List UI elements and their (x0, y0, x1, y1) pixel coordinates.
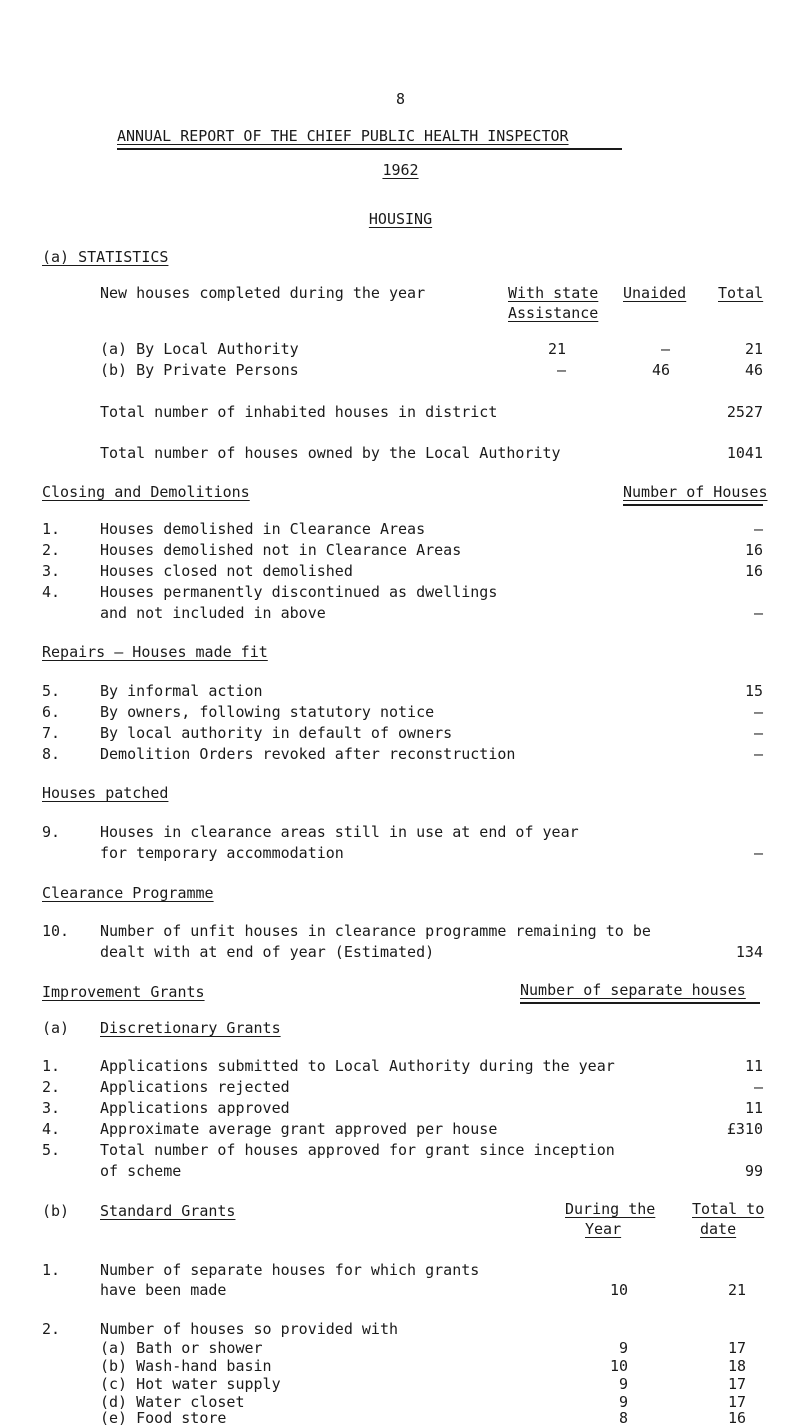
standard-heading: Standard Grants (100, 1202, 236, 1220)
amenity-total: 17 (727, 1339, 746, 1357)
improvement-col-underline (520, 1002, 760, 1004)
stat-row-total: 21 (744, 340, 763, 358)
col-assistance: Assistance (508, 304, 599, 322)
standard-label: (b) (42, 1202, 70, 1220)
amenity-during: 9 (618, 1375, 628, 1393)
list-item-value: 16 (744, 541, 763, 559)
col-during-year: During the (565, 1200, 656, 1218)
amenity-label: (c) Hot water supply (100, 1375, 281, 1393)
report-title: ANNUAL REPORT OF THE CHIEF PUBLIC HEALTH INSPECTOR (117, 127, 569, 145)
list-item-number: 3. (42, 562, 61, 580)
amenity-label: (b) Wash-hand basin (100, 1357, 272, 1375)
section-heading: HOUSING (368, 210, 433, 228)
list-item-text: Total number of houses approved for grant since inception (100, 1141, 615, 1159)
page-number: 8 (395, 90, 406, 108)
closing-heading: Closing and Demolitions (42, 483, 250, 501)
list-item-text: Houses permanently discontinued as dwellings (100, 583, 498, 601)
list-item-number: 4. (42, 583, 61, 601)
stat-row-label: (b) By Private Persons (100, 361, 299, 379)
list-item-text: Applications approved (100, 1099, 290, 1117)
list-item-number: 5. (42, 682, 61, 700)
stat-row-unaided: – (660, 340, 670, 358)
list-item-value: – (753, 1078, 763, 1096)
col-date: date (700, 1220, 737, 1238)
improvement-heading: Improvement Grants (42, 983, 205, 1001)
list-item-number: 2. (42, 541, 61, 559)
amenity-label: (d) Water closet (100, 1393, 245, 1411)
list-item-value: 99 (744, 1162, 763, 1180)
list-item-value: £310 (726, 1120, 763, 1138)
improvement-col-heading: Number of separate houses (520, 981, 746, 999)
list-item-number: 4. (42, 1120, 61, 1138)
report-year: 1962 (382, 161, 419, 179)
list-item-number: 9. (42, 823, 61, 841)
std-total-value: 21 (727, 1281, 746, 1299)
col-year: Year (585, 1220, 622, 1238)
list-item-text: Demolition Orders revoked after reconstruction (100, 745, 516, 763)
stat-row-unaided: 46 (651, 361, 670, 379)
list-item-number: 3. (42, 1099, 61, 1117)
list-item-text: Number of separate houses for which grants (100, 1261, 480, 1279)
owned-label: Total number of houses owned by the Local Authority (100, 444, 561, 462)
discretionary-label: (a) (42, 1019, 70, 1037)
list-item-value: 15 (744, 682, 763, 700)
list-item-value: – (753, 745, 763, 763)
list-item-value: 16 (744, 562, 763, 580)
discretionary-heading: Discretionary Grants (100, 1019, 281, 1037)
stat-row-total: 46 (744, 361, 763, 379)
amenity-total: 17 (727, 1393, 746, 1411)
list-item-text: Number of unfit houses in clearance programme remaining to be (100, 922, 651, 940)
clearance-heading: Clearance Programme (42, 884, 214, 902)
col-total-to: Total to (692, 1200, 765, 1218)
closing-col-heading: Number of Houses (623, 483, 768, 501)
list-item-number: 1. (42, 1057, 61, 1075)
amenity-label: (a) Bath or shower (100, 1339, 263, 1357)
list-item-number: 5. (42, 1141, 61, 1159)
list-item-value: 11 (744, 1099, 763, 1117)
list-item-text-cont: dealt with at end of year (Estimated) (100, 943, 435, 961)
amenity-total: 18 (727, 1357, 746, 1375)
inhabited-label: Total number of inhabited houses in district (100, 403, 498, 421)
list-item-text: By informal action (100, 682, 263, 700)
amenity-during: 8 (618, 1409, 628, 1427)
list-item-text: Houses closed not demolished (100, 562, 353, 580)
list-item-text: Applications submitted to Local Authority during the year (100, 1057, 615, 1075)
list-item-text-cont: have been made (100, 1281, 227, 1299)
owned-value: 1041 (726, 444, 763, 462)
list-item-value: 134 (735, 943, 763, 961)
inhabited-value: 2527 (726, 403, 763, 421)
amenity-during: 9 (618, 1339, 628, 1357)
list-item-text-cont: for temporary accommodation (100, 844, 344, 862)
list-item-text: Houses in clearance areas still in use at end of year (100, 823, 579, 841)
list-item-text: Number of houses so provided with (100, 1320, 399, 1338)
list-item-number: 2. (42, 1078, 61, 1096)
patched-heading: Houses patched (42, 784, 169, 802)
new-houses-label: New houses completed during the year (100, 284, 426, 302)
std-during-value: 10 (609, 1281, 628, 1299)
col-with-state: With state (508, 284, 599, 302)
col-total: Total (718, 284, 764, 302)
list-item-number: 2. (42, 1320, 61, 1338)
amenity-total: 16 (727, 1409, 746, 1427)
list-item-value: – (753, 520, 763, 538)
list-item-text: Houses demolished not in Clearance Areas (100, 541, 462, 559)
title-underline (117, 148, 622, 150)
list-item-text: Applications rejected (100, 1078, 290, 1096)
list-item-number: 1. (42, 1261, 61, 1279)
list-item-value: – (753, 604, 763, 622)
list-item-text: Houses demolished in Clearance Areas (100, 520, 426, 538)
list-item-number: 6. (42, 703, 61, 721)
list-item-number: 7. (42, 724, 61, 742)
col-unaided: Unaided (623, 284, 687, 302)
list-item-value: 11 (744, 1057, 763, 1075)
amenity-label: (e) Food store (100, 1409, 227, 1427)
list-item-number: 8. (42, 745, 61, 763)
statistics-heading: (a) STATISTICS (42, 248, 169, 266)
list-item-value: – (753, 844, 763, 862)
amenity-during: 9 (618, 1393, 628, 1411)
list-item-text-cont: of scheme (100, 1162, 182, 1180)
list-item-text-cont: and not included in above (100, 604, 326, 622)
stat-row-with-state: 21 (547, 340, 566, 358)
list-item-number: 10. (42, 922, 70, 940)
amenity-during: 10 (609, 1357, 628, 1375)
list-item-text: By local authority in default of owners (100, 724, 453, 742)
list-item-text: Approximate average grant approved per house (100, 1120, 498, 1138)
list-item-value: – (753, 703, 763, 721)
list-item-text: By owners, following statutory notice (100, 703, 435, 721)
stat-row-label: (a) By Local Authority (100, 340, 299, 358)
amenity-total: 17 (727, 1375, 746, 1393)
list-item-number: 1. (42, 520, 61, 538)
closing-col-underline (623, 504, 763, 506)
stat-row-with-state: – (556, 361, 566, 379)
repairs-heading: Repairs – Houses made fit (42, 643, 268, 661)
list-item-value: – (753, 724, 763, 742)
